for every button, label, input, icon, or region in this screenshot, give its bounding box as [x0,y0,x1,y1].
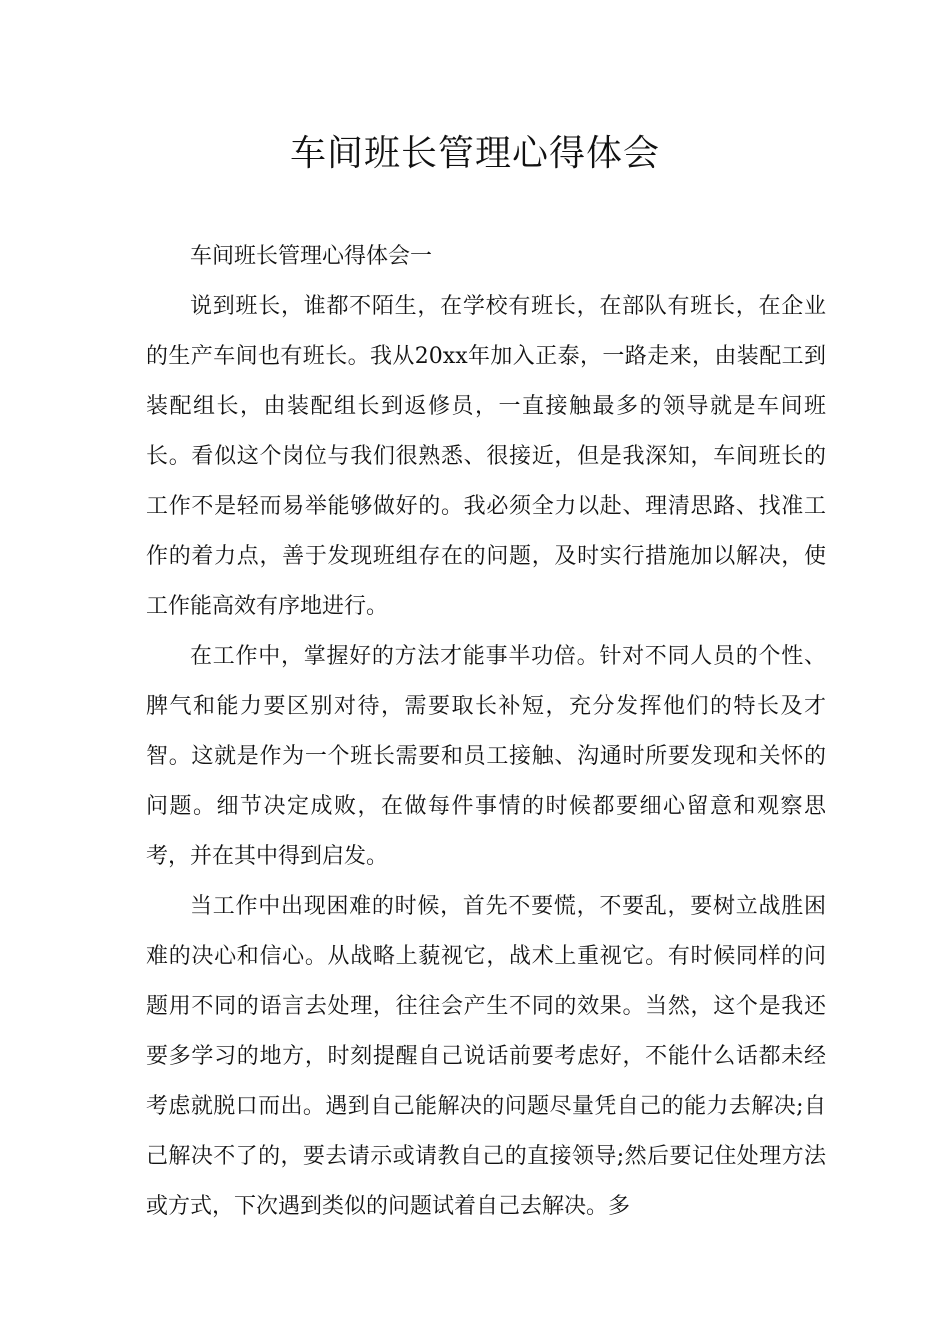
paragraph-2: 在工作中，掌握好的方法才能事半功倍。针对不同人员的个性、脾气和能力要区别对待，需要取长补短，充分发挥他们的特长及才智。这就是作为一个班长需要和员工接触、沟通时所要发现和关怀的问题。细节决定成败，在做每件事情的时候都要细心留意和观察思考，并在其中得到启发。 [146,644,826,869]
document-body [146,232,826,1232]
section-heading: 车间班长管理心得体会一 [190,244,433,269]
document-title: 车间班长管理心得体会 [289,133,660,174]
paragraph-3: 当工作中出现困难的时候，首先不要慌，不要乱，要树立战胜困难的决心和信心。从战略上藐视它，战术上重视它。有时候同样的问题用不同的语言去处理，往往会产生不同的效果。当然，这个是我还要多学习的地方，时刻提醒自己说话前要考虑好，不能什么话都未经考虑就脱口而出。遇到自己能解决的问题尽量凭自己的能力去解决;自己解决不了的，要去请示或请教自己的直接领导;然后要记住处理方法或方式，下次遇到类似的问题试着自己去解决。多 [146,894,826,1219]
paragraph-1: 说到班长，谁都不陌生，在学校有班长，在部队有班长，在企业的生产车间也有班长。我从20xx年加入正泰，一路走来，由装配工到装配组长，由装配组长到返修员，一直接触最多的领导就是车间班长。看似这个岗位与我们很熟悉、很接近，但是我深知，车间班长的工作不是轻而易举能够做好的。我必须全力以赴、理清思路、找准工作的着力点，善于发现班组存在的问题，及时实行措施加以解决，使工作能高效有序地进行。 [146,294,826,619]
